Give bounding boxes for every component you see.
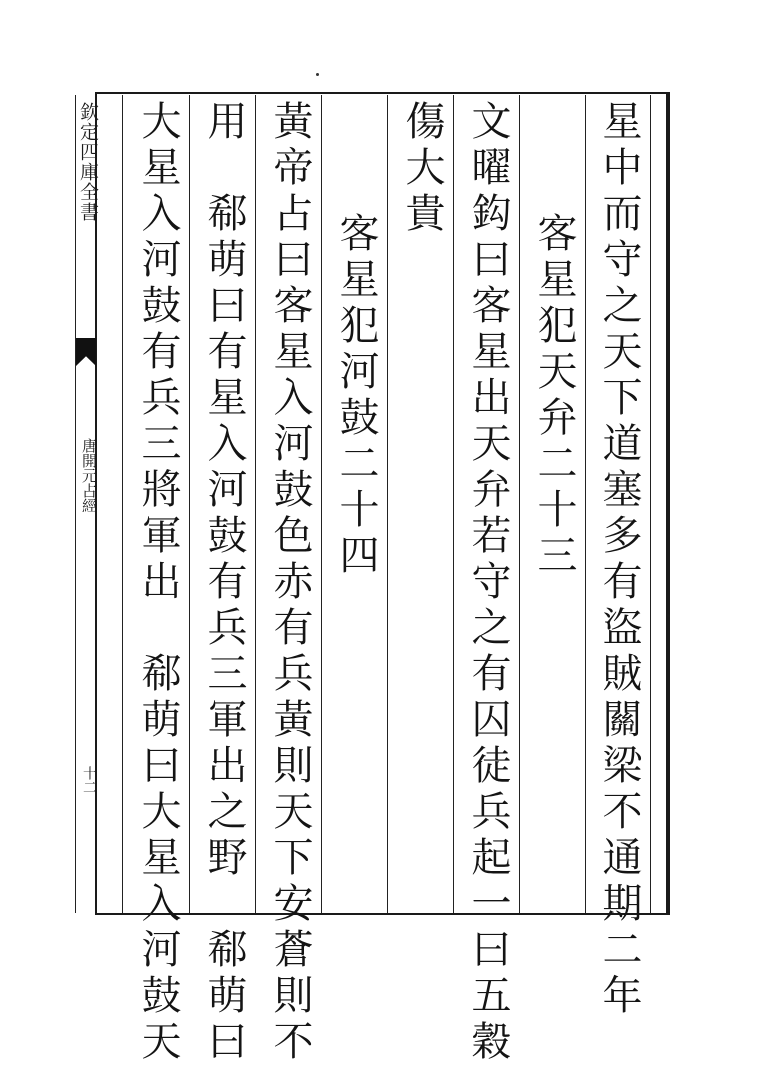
text-column-1: 星中而守之天下道塞多有盜賊關梁不通期二年 [596,100,642,1020]
text-column-7: 用 郗萌曰有星入河鼓有兵三軍出之野 郗萌曰 [201,100,247,1066]
text-column-4: 傷大貴 [399,100,445,238]
column-rule [255,95,256,913]
column-rule [189,95,190,913]
text-column-8: 大星入河鼓有兵三將軍出 郗萌曰大星入河鼓天 [135,100,181,1066]
column-rule [453,95,454,913]
text-column-3: 文曜鈎曰客星出天弁若守之有囚徒兵起一曰五穀 [465,100,511,1066]
column-rule [585,95,586,913]
column-rule [387,95,388,913]
text-column-6: 黃帝占曰客星入河鼓色赤有兵黃則天下安蒼則不 [267,100,313,1066]
page-number: 十二 [81,766,97,794]
collection-title: 欽定四庫全書 [77,102,99,222]
column-rule [650,95,651,913]
column-rule [519,95,520,913]
column-rule [321,95,322,913]
section-heading-2: 客星犯河鼓二十四 [333,212,379,580]
section-heading-1: 客星犯天弁二十三 [531,212,577,580]
book-title: 唐開元占經 [80,438,98,513]
column-rule [122,95,123,913]
paper-speck [316,73,319,76]
